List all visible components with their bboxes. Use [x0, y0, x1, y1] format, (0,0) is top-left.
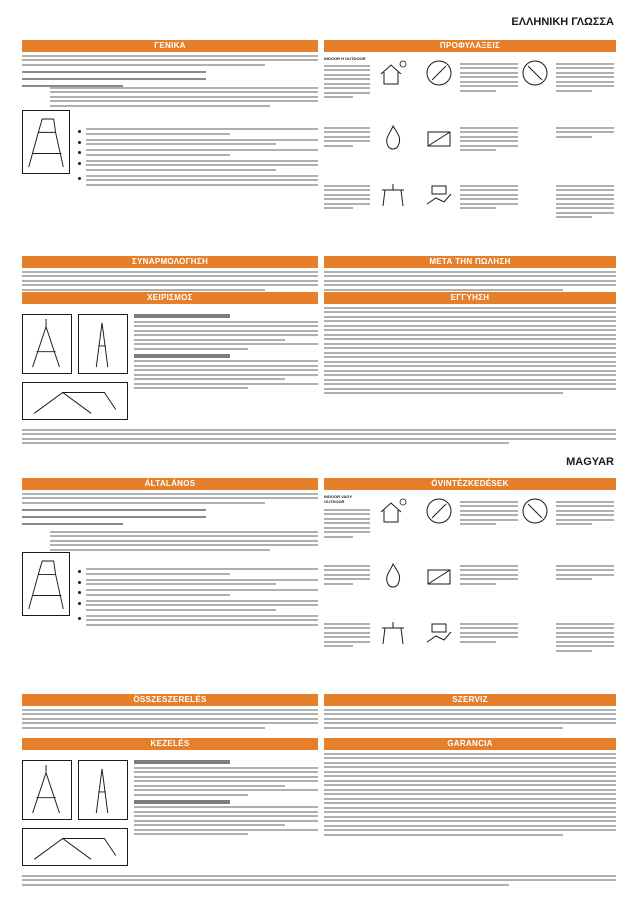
hungarian-precaution-6	[520, 558, 616, 612]
greek-precaution-3	[520, 56, 616, 116]
greek-precaution-2	[424, 56, 520, 116]
hungarian-after-sale-section	[324, 694, 616, 729]
weather-warning-icon	[424, 496, 454, 526]
greek-precautions-header: ΠΡΟΦΥΛΑΞΕΙΣ	[324, 40, 616, 52]
greek-handling-header: ΧΕΙΡΙΣΜΟΣ	[22, 292, 318, 304]
greek-general-section	[22, 40, 318, 87]
folding-chair-icon	[23, 761, 71, 819]
hungarian-general-intro	[22, 493, 318, 525]
hungarian-warranty-header: GARANCIA	[324, 738, 616, 750]
hungarian-precaution-9	[520, 616, 616, 674]
no-climbing-icon	[520, 496, 550, 526]
weather-warning-icon	[424, 58, 454, 88]
greek-handling-section	[22, 292, 318, 422]
greek-after-sale-header: ΜΕΤΑ ΤΗΝ ΠΩΛΗΣΗ	[324, 256, 616, 268]
greek-safety-illustration	[22, 110, 70, 174]
greek-handling-illustration-2	[78, 314, 128, 374]
uneven-ground-icon	[424, 618, 454, 648]
hungarian-general-section	[22, 478, 318, 525]
hungarian-warranty-section	[324, 738, 616, 836]
hungarian-indoor-outdoor-label: INDOOR VAGY OUTDOOR	[324, 494, 353, 504]
greek-handling-illustration-3	[22, 382, 128, 420]
greek-handling-instructions	[134, 310, 318, 389]
hungarian-precaution-7	[324, 616, 424, 674]
greek-after-sale-section	[324, 256, 616, 291]
greek-precaution-8	[424, 178, 520, 238]
hungarian-precaution-indoor-outdoor	[324, 494, 424, 554]
hungarian-after-sale-header: SZERVIZ	[324, 694, 616, 706]
hungarian-precaution-2	[424, 494, 520, 554]
greek-safety-text	[50, 84, 318, 107]
hungarian-precaution-5	[424, 558, 520, 612]
hungarian-precaution-4	[324, 558, 424, 612]
fire-warning-icon	[378, 122, 408, 152]
table-load-icon	[378, 618, 408, 648]
hungarian-handling-header: KEZELÉS	[22, 738, 318, 750]
greek-warranty-header: ΕΓΓΥΗΣΗ	[324, 292, 616, 304]
hungarian-handling-illustration-3	[22, 828, 128, 866]
hungarian-handling-illustration-1	[22, 760, 72, 820]
greek-safety-block	[22, 84, 318, 234]
hungarian-general-header: ÁLTALÁNOS	[22, 478, 318, 490]
hungarian-precautions-header: ÓVINTÉZKEDÉSEK	[324, 478, 616, 490]
no-sitting-edge-icon	[424, 560, 454, 590]
house-sun-icon	[378, 58, 408, 88]
greek-assembly-section	[22, 256, 318, 291]
hungarian-assembly-section	[22, 694, 318, 729]
folding-chair-icon	[23, 315, 71, 373]
table-load-icon	[378, 180, 408, 210]
house-sun-icon	[378, 496, 408, 526]
hungarian-precaution-8	[424, 616, 520, 674]
hungarian-handling-illustration-2	[78, 760, 128, 820]
greek-handling-illustration-1	[22, 314, 72, 374]
greek-precaution-indoor-outdoor	[324, 56, 424, 116]
greek-warranty-section	[324, 292, 616, 394]
hungarian-safety-bullets	[78, 564, 318, 626]
greek-assembly-header: ΣΥΝΑΡΜΟΛΟΓΗΣΗ	[22, 256, 318, 268]
greek-language-title: ΕΛΛΗΝΙΚΗ ΓΛΩΣΣΑ	[511, 16, 614, 28]
chair-sketch-icon	[23, 111, 69, 173]
uneven-ground-icon	[424, 180, 454, 210]
hungarian-handling-section	[22, 738, 318, 868]
greek-indoor-outdoor-label: INDOOR Η OUTDOOR	[324, 56, 366, 61]
hungarian-precautions-section	[324, 478, 616, 674]
greek-precaution-9	[520, 178, 616, 238]
hungarian-language-title: MAGYAR	[566, 456, 614, 468]
chair-sketch-icon	[23, 553, 69, 615]
greek-precaution-5	[424, 120, 520, 174]
no-sitting-edge-icon	[424, 122, 454, 152]
no-climbing-icon	[520, 58, 550, 88]
hand-folding-icon	[23, 383, 127, 419]
hungarian-safety-block	[22, 528, 318, 678]
hungarian-handling-instructions	[134, 756, 318, 835]
hungarian-closing-note	[22, 872, 616, 886]
greek-precautions-section	[324, 40, 616, 238]
greek-general-header: ΓΕΝΙΚΑ	[22, 40, 318, 52]
hand-folding-icon	[23, 829, 127, 865]
greek-closing-note	[22, 426, 616, 444]
greek-general-intro	[22, 55, 318, 87]
greek-precaution-6	[520, 120, 616, 174]
hungarian-assembly-header: ÖSSZESZERELÉS	[22, 694, 318, 706]
hungarian-safety-illustration	[22, 552, 70, 616]
fire-warning-icon	[378, 560, 408, 590]
folded-chair-icon	[79, 315, 127, 373]
hungarian-precaution-3	[520, 494, 616, 554]
greek-precaution-7	[324, 178, 424, 238]
hungarian-safety-text	[50, 528, 318, 551]
greek-safety-bullets	[78, 124, 318, 186]
folded-chair-icon	[79, 761, 127, 819]
greek-precaution-4	[324, 120, 424, 174]
